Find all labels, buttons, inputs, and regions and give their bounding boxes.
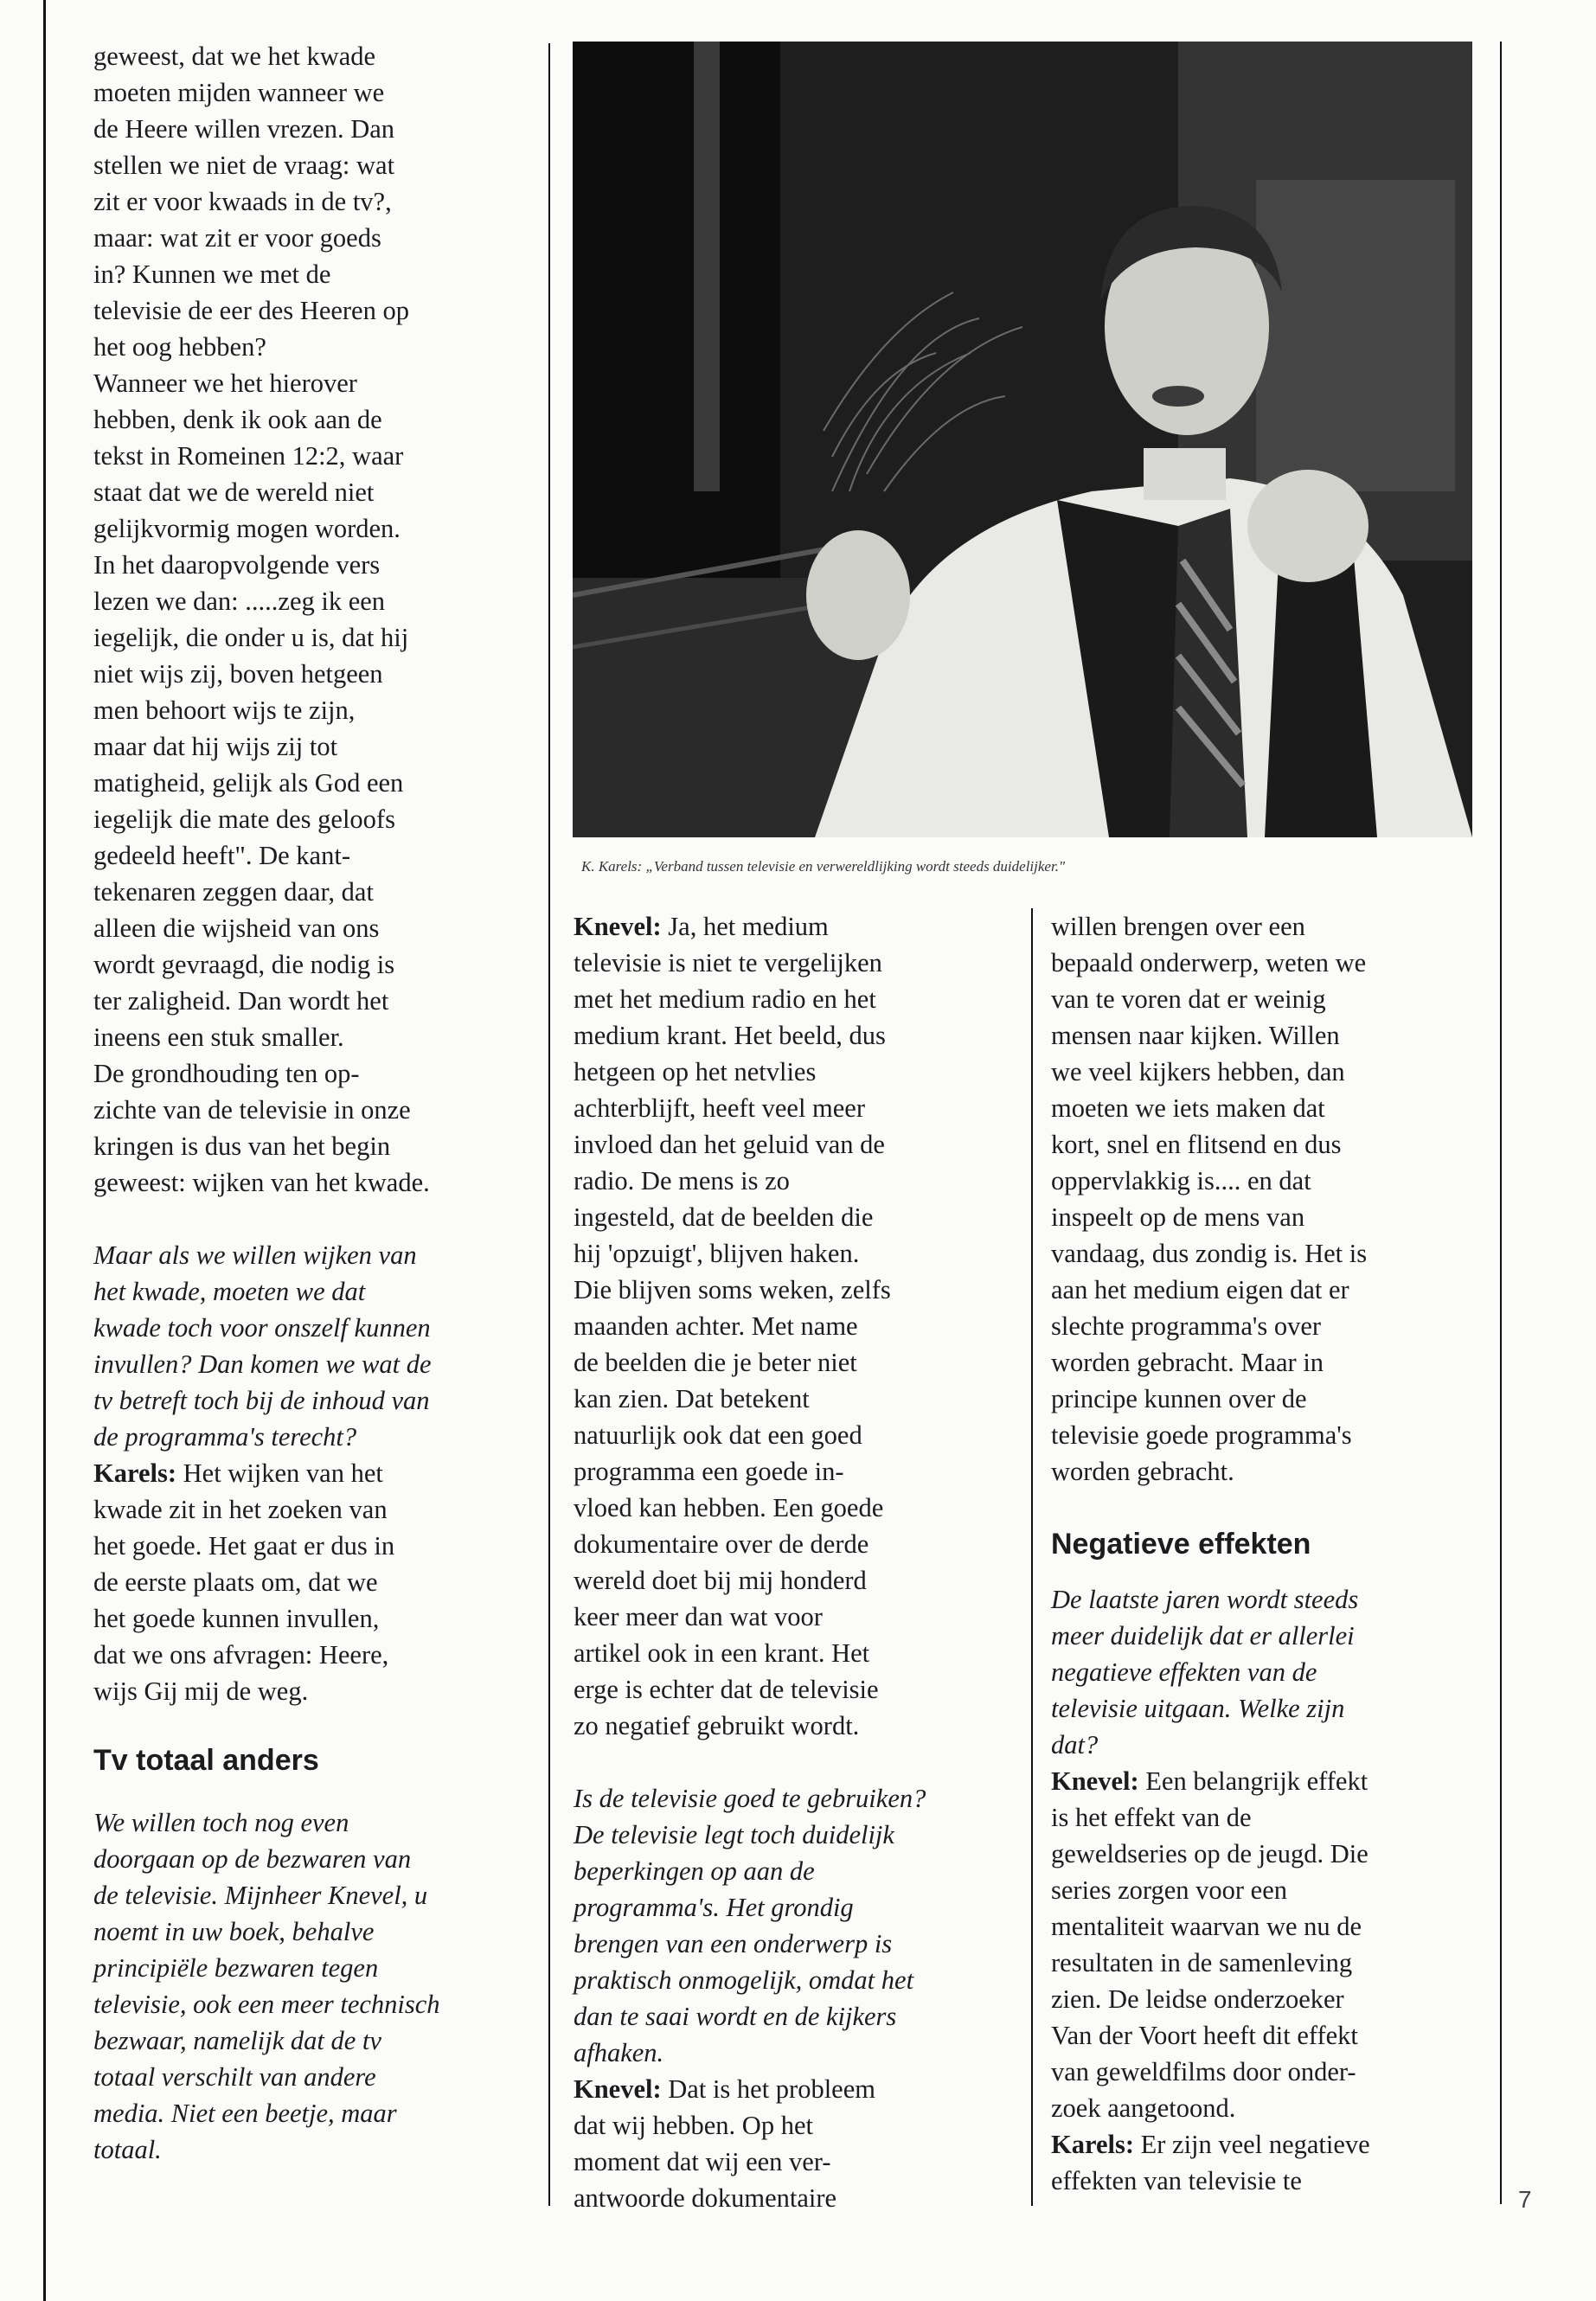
- text-line: bezwaar, namelijk dat de tv: [93, 2026, 381, 2055]
- text-line: de eerste plaats om, dat we: [93, 1567, 378, 1597]
- text-line: televisie, ook een meer technisch: [93, 1990, 440, 2019]
- column-rule-1: [548, 43, 550, 2206]
- text-line: meer duidelijk dat er allerlei: [1051, 1621, 1355, 1650]
- text-line: moment dat wij een ver-: [574, 2147, 831, 2176]
- text-line: stellen we niet de vraag: wat: [93, 151, 395, 180]
- text-line: kwade zit in het zoeken van: [93, 1495, 388, 1524]
- text-line: dan te saai wordt en de kijkers: [574, 2002, 897, 2031]
- text-line: men behoort wijs te zijn,: [93, 695, 356, 725]
- text-line: natuurlijk ook dat een goed: [574, 1420, 862, 1450]
- text-line: oppervlakkig is.... en dat: [1051, 1166, 1311, 1195]
- text-line: tv betreft toch bij de inhoud van: [93, 1386, 430, 1415]
- text-line: aan het medium eigen dat er: [1051, 1275, 1349, 1304]
- text-line: mensen naar kijken. Willen: [1051, 1021, 1340, 1050]
- text-line: alleen die wijsheid van ons: [93, 913, 380, 943]
- text-line: We willen toch nog even: [93, 1808, 349, 1837]
- text-line: radio. De mens is zo: [574, 1166, 790, 1195]
- text-line: afhaken.: [574, 2038, 664, 2067]
- text-line: kwade toch voor onszelf kunnen: [93, 1313, 431, 1343]
- text-line: In het daaropvolgende vers: [93, 550, 381, 580]
- knevel-line: Ja, het medium: [661, 912, 829, 941]
- text-line: dat wij hebben. Op het: [574, 2111, 813, 2140]
- text-line: vandaag, dus zondig is. Het is: [1051, 1239, 1368, 1268]
- text-line: erge is echter dat de televisie: [574, 1675, 879, 1704]
- text-line: wereld doet bij mij honderd: [574, 1566, 867, 1595]
- text-line: Is de televisie goed te gebruiken?: [574, 1784, 926, 1813]
- text-line: het oog hebben?: [93, 332, 266, 362]
- knevel-answer-3: [1051, 1763, 1492, 2126]
- intro-text: [93, 38, 526, 1201]
- photo-caption: K. Karels: „Verband tussen televisie en verwereldlijking wordt steeds duidelijker.": [581, 858, 1066, 875]
- text-line: Maar als we willen wijken van: [93, 1240, 417, 1270]
- text-line: series zorgen voor een: [1051, 1875, 1287, 1905]
- text-line: brengen van een onderwerp is: [574, 1929, 893, 1958]
- text-line: totaal.: [93, 2135, 162, 2164]
- text-line: maar: wat zit er voor goeds: [93, 223, 381, 253]
- question-4: [1051, 1581, 1492, 1763]
- text-line: wijs Gij mij de weg.: [93, 1676, 309, 1706]
- knevel-line: Een belangrijk effekt: [1138, 1766, 1368, 1796]
- text-line: effekten van televisie te: [1051, 2166, 1302, 2195]
- karels-answer-2: [1051, 2126, 1492, 2199]
- text-line: tekenaren zeggen daar, dat: [93, 877, 374, 907]
- column-1: [93, 38, 526, 2168]
- text-line: bepaald onderwerp, weten we: [1051, 948, 1367, 977]
- knevel-line: Dat is het probleem: [661, 2074, 875, 2104]
- question-2: [93, 1804, 526, 2168]
- text-line: willen brengen over een: [1051, 912, 1305, 941]
- speaker-karels: Karels:: [1051, 2130, 1134, 2159]
- text-line: wordt gevraagd, die nodig is: [93, 950, 395, 979]
- text-line: medium krant. Het beeld, dus: [574, 1021, 886, 1050]
- question-3: [574, 1780, 1015, 2071]
- text-line: noemt in uw boek, behalve: [93, 1917, 375, 1946]
- text-line: programma een goede in-: [574, 1457, 844, 1486]
- text-line: lezen we dan: .....zeg ik een: [93, 586, 386, 616]
- text-line: antwoorde dokumentaire: [574, 2183, 837, 2213]
- text-line: iegelijk die mate des geloofs: [93, 804, 395, 834]
- knevel-answer-continued: [1051, 908, 1492, 1490]
- text-line: vloed kan hebben. Een goede: [574, 1493, 884, 1522]
- column-3: [1051, 908, 1492, 2199]
- text-line: doorgaan op de bezwaren van: [93, 1844, 412, 1874]
- text-line: Die blijven soms weken, zelfs: [574, 1275, 891, 1304]
- text-line: ter zaligheid. Dan wordt het: [93, 986, 389, 1016]
- text-line: het kwade, moeten we dat: [93, 1277, 366, 1306]
- photo-illustration: [573, 42, 1472, 837]
- text-line: Wanneer we het hierover: [93, 369, 357, 398]
- text-line: geweest: wijken van het kwade.: [93, 1168, 430, 1197]
- text-line: hij 'opzuigt', blijven haken.: [574, 1239, 860, 1268]
- text-line: invloed dan het geluid van de: [574, 1130, 885, 1159]
- speaker-knevel: Knevel:: [574, 912, 662, 941]
- section-heading-tv-totaal-anders: Tv totaal anders: [93, 1744, 319, 1777]
- column-rule-2: [1031, 908, 1033, 2206]
- text-line: gedeeld heeft". De kant-: [93, 841, 350, 870]
- text-line: geweest, dat we het kwade: [93, 42, 376, 71]
- text-line: moeten mijden wanneer we: [93, 78, 385, 107]
- text-line: Van der Voort heeft dit effekt: [1051, 2021, 1358, 2050]
- text-line: worden gebracht. Maar in: [1051, 1348, 1324, 1377]
- text-line: achterblijft, heeft veel meer: [574, 1093, 866, 1123]
- text-line: zit er voor kwaads in de tv?,: [93, 187, 392, 216]
- karels-line: Het wijken van het: [176, 1458, 383, 1488]
- text-line: maanden achter. Met name: [574, 1311, 858, 1341]
- text-line: geweldseries op de jeugd. Die: [1051, 1839, 1368, 1868]
- text-line: negatieve effekten van de: [1051, 1657, 1317, 1687]
- text-line: met het medium radio en het: [574, 984, 876, 1014]
- text-line: televisie uitgaan. Welke zijn: [1051, 1694, 1345, 1723]
- text-line: totaal verschilt van andere: [93, 2062, 376, 2092]
- speaker-knevel: Knevel:: [1051, 1766, 1139, 1796]
- text-line: de televisie. Mijnheer Knevel, u: [93, 1881, 428, 1910]
- text-line: van geweldfilms door onder-: [1051, 2057, 1356, 2086]
- text-line: moeten we iets maken dat: [1051, 1093, 1325, 1123]
- page-number: 7: [1518, 2186, 1532, 2213]
- section-heading-negatieve-effekten: Negatieve effekten: [1051, 1528, 1311, 1561]
- text-line: staat dat we de wereld niet: [93, 478, 375, 507]
- text-line: kan zien. Dat betekent: [574, 1384, 810, 1413]
- text-line: worden gebracht.: [1051, 1457, 1234, 1486]
- text-line: gelijkvormig mogen worden.: [93, 514, 401, 543]
- text-line: artikel ook in een krant. Het: [574, 1638, 870, 1668]
- text-line: kort, snel en flitsend en dus: [1051, 1130, 1342, 1159]
- text-line: de Heere willen vrezen. Dan: [93, 114, 395, 144]
- text-line: programma's. Het grondig: [574, 1893, 854, 1922]
- text-line: ingesteld, dat de beelden die: [574, 1202, 874, 1232]
- text-line: televisie goede programma's: [1051, 1420, 1352, 1450]
- text-line: De grondhouding ten op-: [93, 1059, 360, 1088]
- question-1: [93, 1237, 526, 1455]
- text-line: de beelden die je beter niet: [574, 1348, 857, 1377]
- text-line: resultaten in de samenleving: [1051, 1948, 1353, 1977]
- text-line: kringen is dus van het begin: [93, 1131, 391, 1161]
- text-line: het goede. Het gaat er dus in: [93, 1531, 395, 1561]
- text-line: praktisch onmogelijk, omdat het: [574, 1965, 914, 1995]
- text-line: zoek aangetoond.: [1051, 2093, 1236, 2123]
- text-line: zichte van de televisie in onze: [93, 1095, 411, 1125]
- text-line: hebben, denk ik ook aan de: [93, 405, 382, 434]
- right-column-rule: [1500, 42, 1502, 2204]
- text-line: De televisie legt toch duidelijk: [574, 1820, 894, 1849]
- column-2: [574, 908, 1015, 2216]
- karels-answer-1: [93, 1455, 526, 1709]
- text-line: zien. De leidse onderzoeker: [1051, 1984, 1344, 2014]
- text-line: principiële bezwaren tegen: [93, 1953, 379, 1983]
- karels-line: Er zijn veel negatieve: [1134, 2130, 1370, 2159]
- text-line: we veel kijkers hebben, dan: [1051, 1057, 1345, 1086]
- photo-k-karels: [573, 42, 1472, 837]
- text-line: inspeelt op de mens van: [1051, 1202, 1305, 1232]
- text-line: televisie de eer des Heeren op: [93, 296, 409, 325]
- text-line: het goede kunnen invullen,: [93, 1604, 380, 1633]
- left-margin-rule: [43, 0, 46, 2301]
- text-line: keer meer dan wat voor: [574, 1602, 823, 1631]
- text-line: is het effekt van de: [1051, 1803, 1252, 1832]
- text-line: hetgeen op het netvlies: [574, 1057, 817, 1086]
- text-line: ineens een stuk smaller.: [93, 1022, 344, 1052]
- text-line: De laatste jaren wordt steeds: [1051, 1585, 1359, 1614]
- text-line: van te voren dat er weinig: [1051, 984, 1326, 1014]
- knevel-answer-1: [574, 908, 1015, 1744]
- knevel-answer-2: [574, 2071, 1015, 2216]
- text-line: de programma's terecht?: [93, 1422, 357, 1452]
- text-line: maar dat hij wijs zij tot: [93, 732, 338, 761]
- text-line: mentaliteit waarvan we nu de: [1051, 1912, 1362, 1941]
- text-line: dokumentaire over de derde: [574, 1529, 869, 1559]
- text-line: matigheid, gelijk als God een: [93, 768, 404, 798]
- text-line: zo negatief gebruikt wordt.: [574, 1711, 860, 1740]
- text-line: dat?: [1051, 1730, 1099, 1759]
- text-line: principe kunnen over de: [1051, 1384, 1307, 1413]
- text-line: slechte programma's over: [1051, 1311, 1322, 1341]
- speaker-karels: Karels:: [93, 1458, 176, 1488]
- text-line: in? Kunnen we met de: [93, 260, 331, 289]
- text-line: beperkingen op aan de: [574, 1856, 815, 1886]
- text-line: media. Niet een beetje, maar: [93, 2099, 397, 2128]
- speaker-knevel: Knevel:: [574, 2074, 662, 2104]
- text-line: iegelijk, die onder u is, dat hij: [93, 623, 409, 652]
- text-line: niet wijs zij, boven hetgeen: [93, 659, 383, 689]
- text-line: televisie is niet te vergelijken: [574, 948, 882, 977]
- text-line: tekst in Romeinen 12:2, waar: [93, 441, 404, 471]
- text-line: dat we ons afvragen: Heere,: [93, 1640, 389, 1670]
- text-line: invullen? Dan komen we wat de: [93, 1349, 432, 1379]
